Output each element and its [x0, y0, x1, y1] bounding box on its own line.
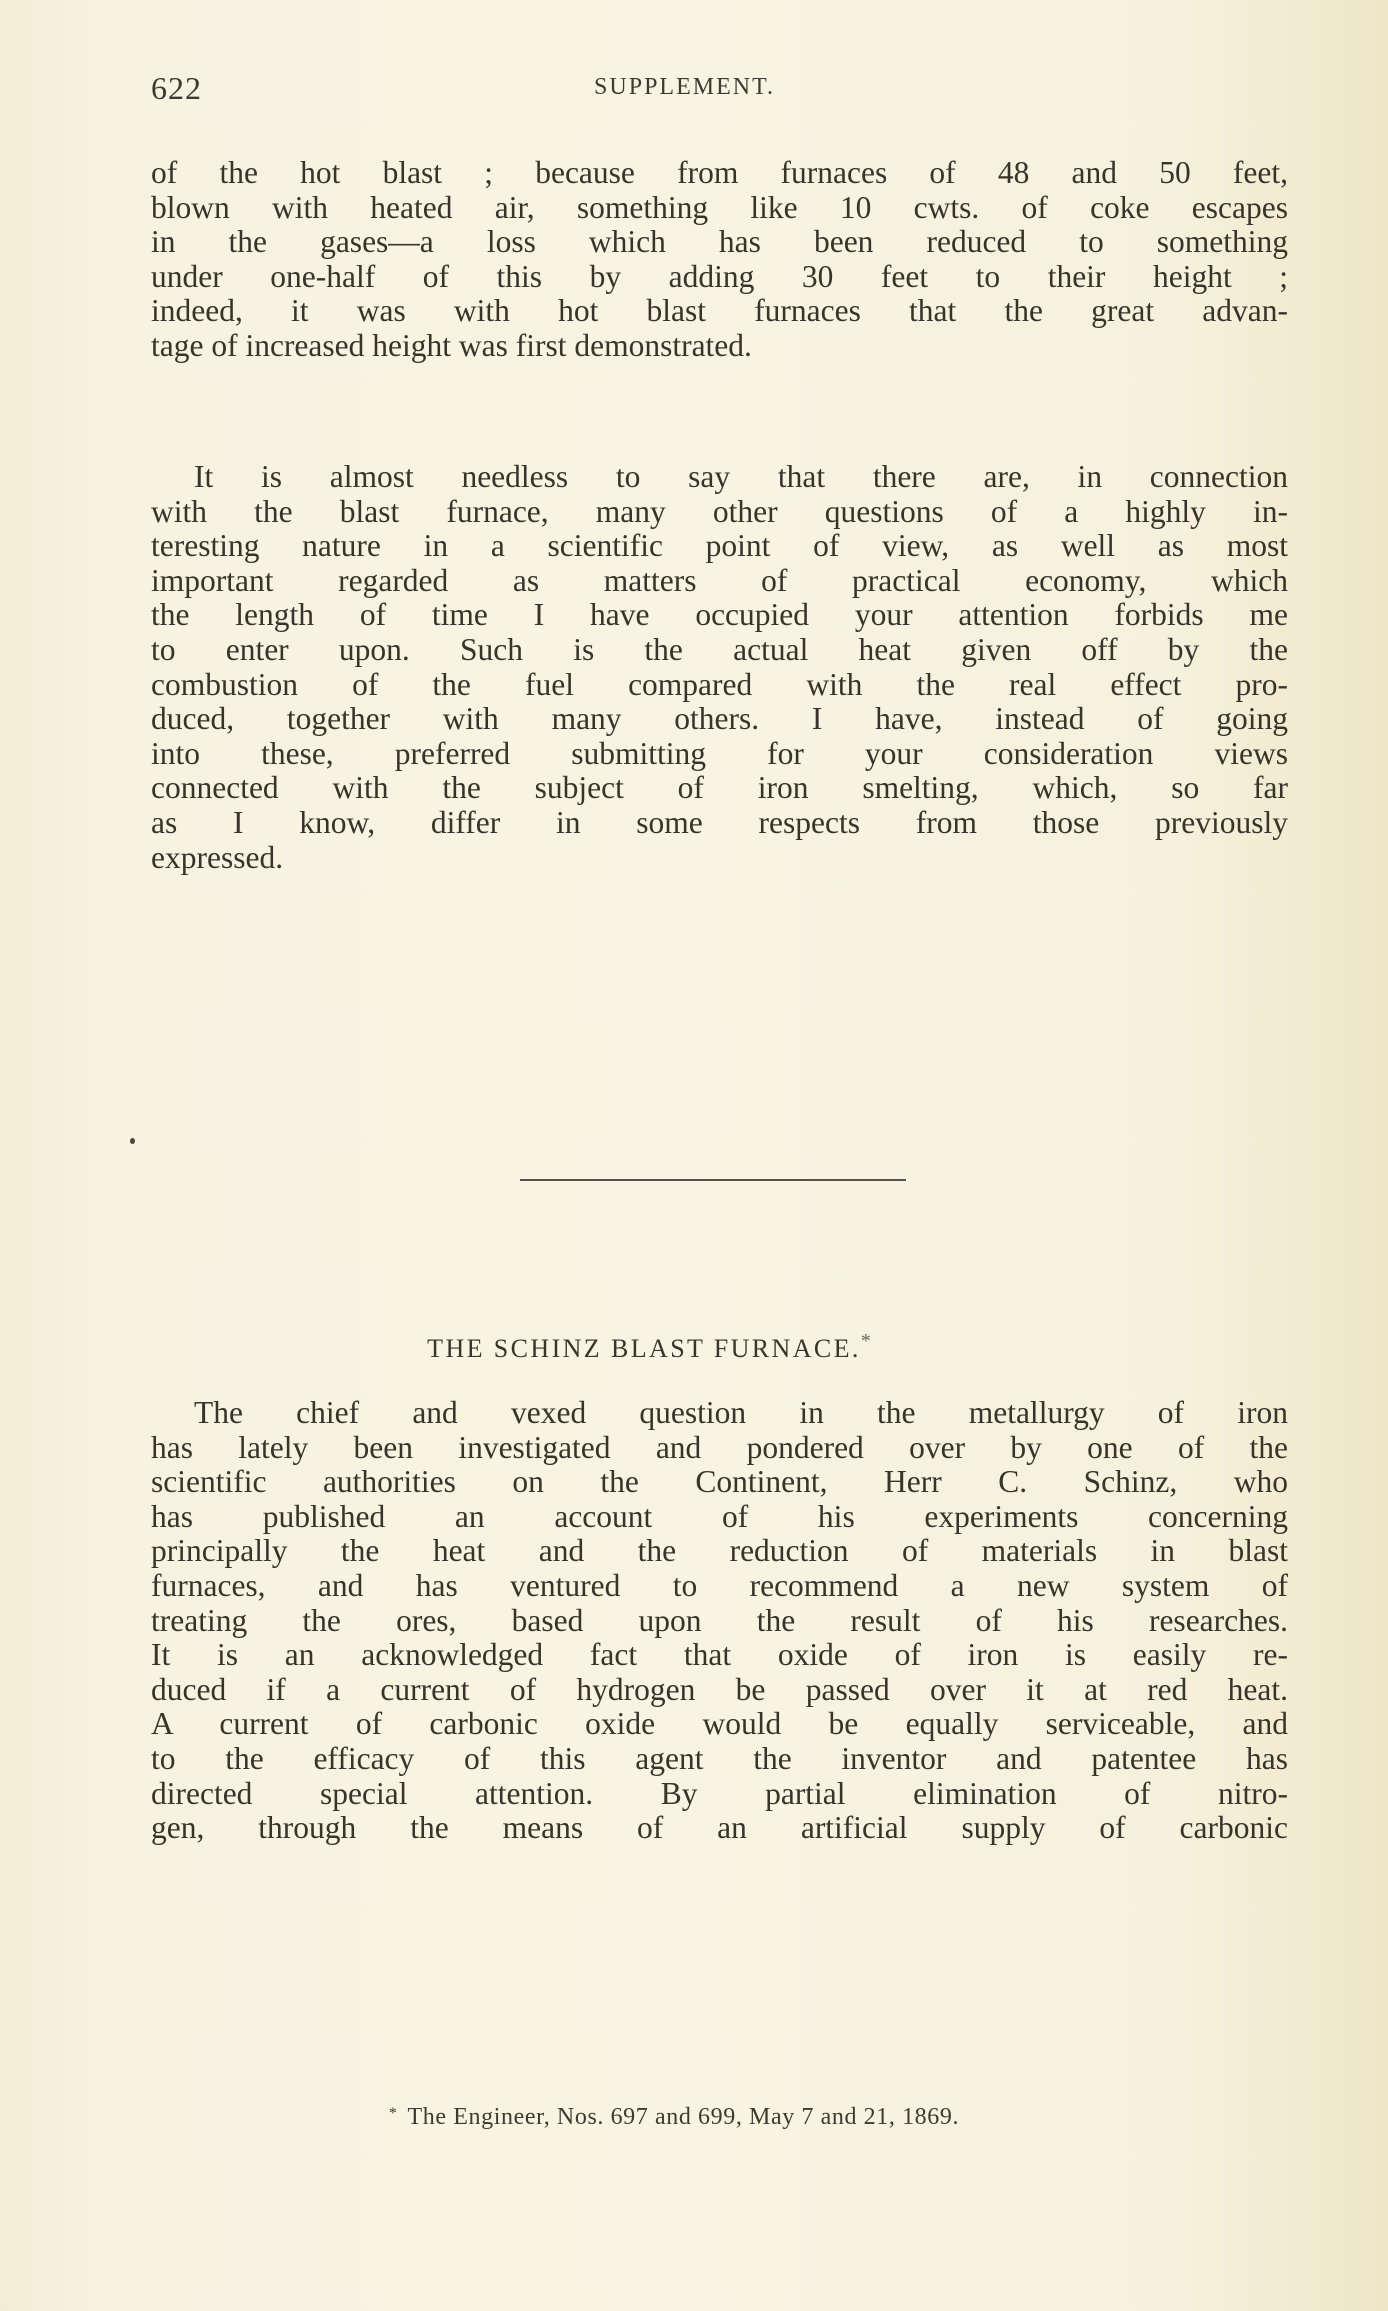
text-line: to the efficacy of this agent the inventor and patentee has — [151, 1740, 1288, 1776]
footnote — [0, 2104, 1388, 2131]
text-line: with the blast furnace, many other questions of a highly in- — [151, 493, 1288, 529]
paragraph-other-questions — [151, 460, 1288, 875]
footnote-marker: * — [388, 2105, 398, 2122]
paragraph-hot-blast — [151, 156, 1288, 364]
footnote-reference[interactable]: * — [860, 1330, 871, 1352]
paragraph-schinz — [151, 1396, 1288, 1846]
text-line: into these, preferred submitting for your consideration views — [151, 735, 1288, 771]
text-line: principally the heat and the reduction of materials in blast — [151, 1533, 1288, 1569]
text-line: as I know, differ in some respects from those previously — [151, 804, 1288, 840]
text-line: blown with heated air, something like 10 cwts. of coke escapes — [151, 189, 1288, 225]
text-line: scientific authorities on the Continent, Herr C. Schinz, who — [151, 1464, 1288, 1500]
text-line: indeed, it was with hot blast furnaces that the great advan- — [151, 293, 1288, 329]
text-line: gen, through the means of an artificial supply of carbonic — [151, 1810, 1288, 1846]
text-line: connected with the subject of iron smelting, which, so far — [151, 770, 1288, 806]
text-line: in the gases—a loss which has been reduced to something — [151, 224, 1288, 260]
text-line: combustion of the fuel compared with the real effect pro- — [151, 666, 1288, 702]
text-line: to enter upon. Such is the actual heat given off by the — [151, 631, 1288, 667]
text-line: has lately been investigated and pondered over by one of the — [151, 1429, 1288, 1465]
text-line: important regarded as matters of practical economy, which — [151, 562, 1288, 598]
page-number: 622 — [151, 70, 202, 106]
text-line: duced, together with many others. I have, instead of going — [151, 701, 1288, 737]
text-line: under one-half of this by adding 30 feet to their height ; — [151, 258, 1288, 294]
text-line: teresting nature in a scientific point of view, as well as most — [151, 528, 1288, 564]
text-line: It is an acknowledged fact that oxide of iron is easily re- — [151, 1637, 1288, 1673]
text-line: A current of carbonic oxide would be equally serviceable, and — [151, 1706, 1288, 1742]
print-speck — [130, 1138, 135, 1144]
text-line: furnaces, and has ventured to recommend a new system of — [151, 1567, 1288, 1603]
text-line: expressed. — [151, 839, 284, 875]
running-title: SUPPLEMENT. — [594, 74, 775, 100]
text-line: treating the ores, based upon the result of his researches. — [151, 1602, 1288, 1638]
text-line: has published an account of his experiments concerning — [151, 1498, 1288, 1534]
running-head — [151, 70, 1288, 110]
text-line: duced if a current of hydrogen be passed over it at red heat. — [151, 1671, 1288, 1707]
section-heading — [0, 1330, 1388, 1364]
text-line: tage of increased height was first demonstrated. — [151, 327, 752, 363]
text-line: the length of time I have occupied your attention forbids me — [151, 597, 1288, 633]
section-divider — [520, 1179, 906, 1181]
text-line: of the hot blast ; because from furnaces of 48 and 50 feet, — [151, 155, 1288, 190]
text-line: It is almost needless to say that there are, in connection — [194, 459, 1288, 494]
text-line: directed special attention. By partial elimination of nitro- — [151, 1775, 1288, 1811]
footnote-text: The Engineer, Nos. 697 and 699, May 7 and 21, 1869. — [407, 2104, 960, 2130]
section-heading-text: THE SCHINZ BLAST FURNACE. — [427, 1334, 861, 1363]
text-line: The chief and vexed question in the metallurgy of iron — [194, 1395, 1288, 1430]
